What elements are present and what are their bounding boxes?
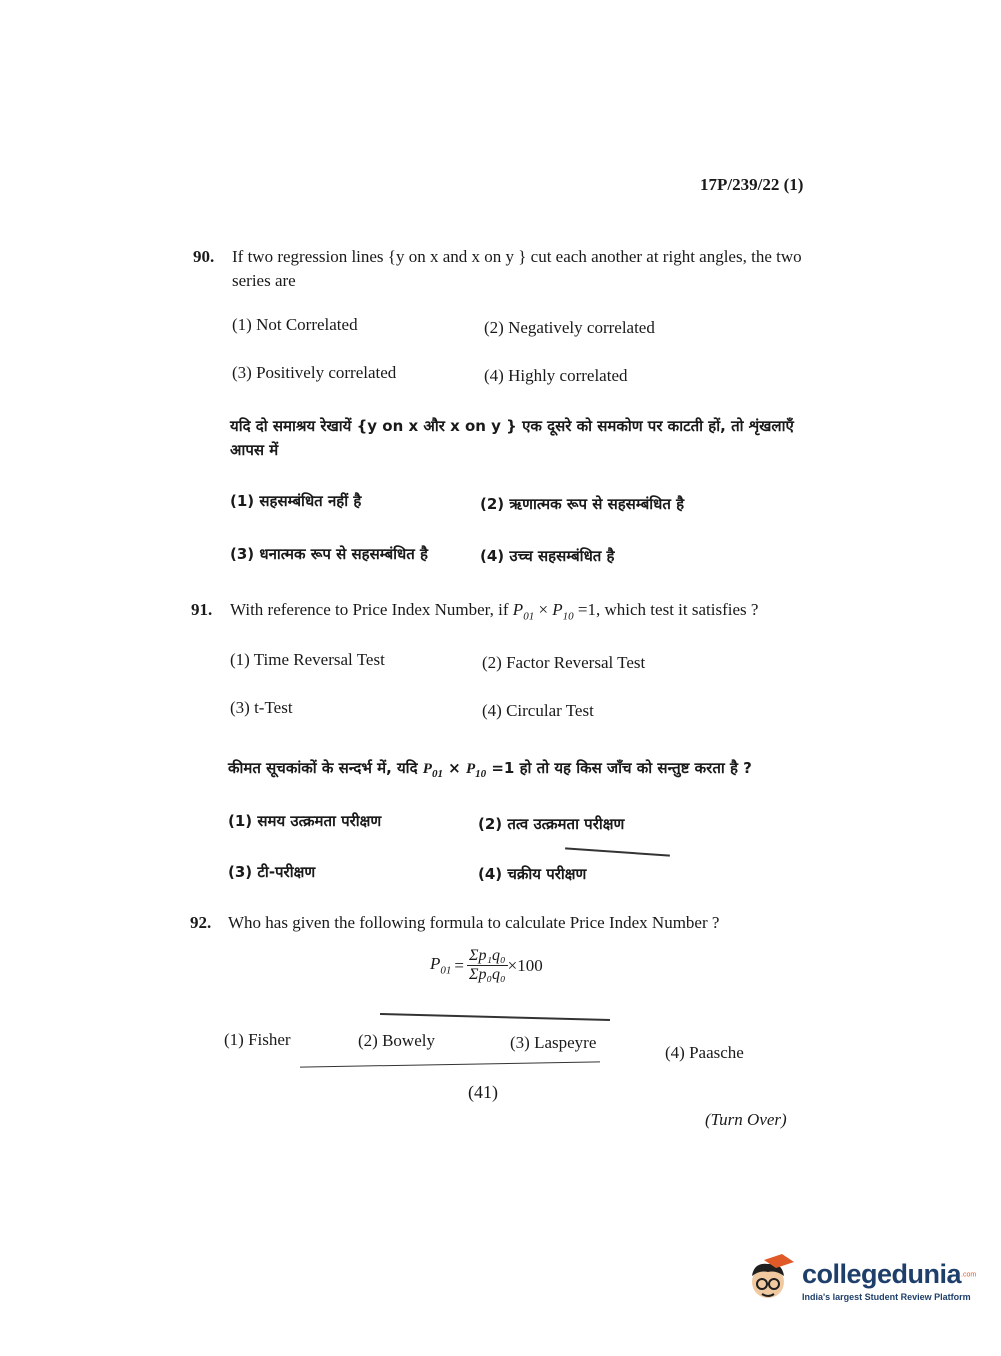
- condition-rhs: =1: [577, 600, 597, 619]
- question-91-text-en-pre: With reference to Price Index Number, if: [230, 600, 513, 619]
- question-91-option-4-hi: (4) चक्रीय परीक्षण: [478, 865, 587, 883]
- question-90-text-en: If two regression lines {y on x and x on y } cut each another at right angles, the two series are: [232, 247, 802, 290]
- logo-tagline: India's largest Student Review Platform: [802, 1291, 971, 1302]
- question-90-option-4-hi: (4) उच्च सहसम्बंधित है: [480, 547, 615, 565]
- question-92-option-4: (4) Paasche: [665, 1043, 744, 1062]
- price-index-formula: $P_{01}$ = $\frac{\text{Σp₁q₀}}{\text{Σp₀q₀}}$ ×100: [430, 947, 543, 983]
- condition-p01: $P_{01}$: [512, 600, 535, 623]
- condition-rhs-hi: =1: [491, 759, 515, 777]
- question-91-option-2-en: (2) Factor Reversal Test: [482, 653, 646, 672]
- turn-over-label: (Turn Over): [705, 1110, 787, 1129]
- question-91-text-en-post: , which test it satisfies ?: [596, 600, 759, 619]
- formula-lhs: $P_{01}$: [430, 954, 452, 977]
- page-number: (41): [468, 1082, 498, 1102]
- formula-numerator: Σp₁q₀: [468, 947, 506, 964]
- scan-mark: [380, 1013, 610, 1021]
- question-91-text-en: With reference to Price Index Number, if $P_{01} \times P_{10} =1$, which test it satisfies ?: [230, 600, 759, 623]
- condition-p01-hi: $P_{01}$: [422, 761, 443, 780]
- question-number-92: 92.: [190, 913, 212, 932]
- question-92-option-1: (1) Fisher: [224, 1030, 291, 1049]
- question-91-option-1-hi: (1) समय उत्क्रमता परीक्षण: [228, 812, 382, 830]
- question-91-option-2-hi: (2) तत्व उत्क्रमता परीक्षण: [478, 815, 625, 833]
- formula-multiplier: ×100: [507, 955, 543, 975]
- scan-mark: [300, 1061, 600, 1067]
- question-number-90: 90.: [193, 247, 215, 266]
- formula-fraction: [467, 947, 508, 984]
- condition-p10: $P_{10}$: [552, 600, 574, 623]
- condition-p10-hi: $P_{10}$: [465, 761, 487, 780]
- mascot-icon: [742, 1252, 798, 1308]
- scan-mark: [565, 847, 670, 856]
- question-92-option-2: (2) Bowely: [358, 1031, 435, 1050]
- question-number-91: 91.: [191, 600, 213, 619]
- question-90-option-2-hi: (2) ऋणात्मक रूप से सहसम्बंधित है: [480, 495, 685, 513]
- question-91-option-4-en: (4) Circular Test: [482, 701, 594, 720]
- question-91-option-3-en: (3) t-Test: [230, 698, 293, 717]
- question-90-option-3-hi: (3) धनात्मक रूप से सहसम्बंधित है: [230, 545, 429, 563]
- collegedunia-logo: [742, 1252, 976, 1308]
- formula-denominator: Σp₀q₀: [468, 966, 506, 983]
- question-90-option-3-en: (3) Positively correlated: [232, 363, 397, 382]
- question-90-option-2-en: (2) Negatively correlated: [484, 318, 655, 337]
- paper-code: 17P/239/22 (1): [700, 175, 804, 194]
- question-90-text-hi: यदि दो समाश्रय रेखायें {y on x और x on y } एक दूसरे को समकोण पर काटती हों, तो शृंखलाएँ आपस में: [230, 417, 794, 459]
- logo-suffix: .com: [961, 1271, 977, 1279]
- question-91-text-hi-pre: कीमत सूचकांकों के सन्दर्भ में, यदि: [228, 759, 423, 777]
- question-90-option-1-en: (1) Not Correlated: [232, 315, 358, 334]
- question-91-option-1-en: (1) Time Reversal Test: [230, 650, 385, 669]
- question-91-option-3-hi: (3) टी-परीक्षण: [228, 863, 316, 881]
- question-92-option-3: (3) Laspeyre: [510, 1033, 597, 1052]
- question-91-text-hi: कीमत सूचकांकों के सन्दर्भ में, यदि $P_{01} \times P_{10} =1$ हो तो यह किस जाँच को सन्तुष्ट करता है ?: [228, 759, 752, 780]
- logo-brand: collegedunia: [802, 1258, 962, 1289]
- question-91-text-hi-post: हो तो यह किस जाँच को सन्तुष्ट करता है ?: [514, 759, 752, 777]
- question-92-text-en: Who has given the following formula to calculate Price Index Number ?: [228, 913, 720, 932]
- question-90-option-1-hi: (1) सहसम्बंधित नहीं है: [230, 492, 362, 510]
- question-90-option-4-en: (4) Highly correlated: [484, 366, 628, 385]
